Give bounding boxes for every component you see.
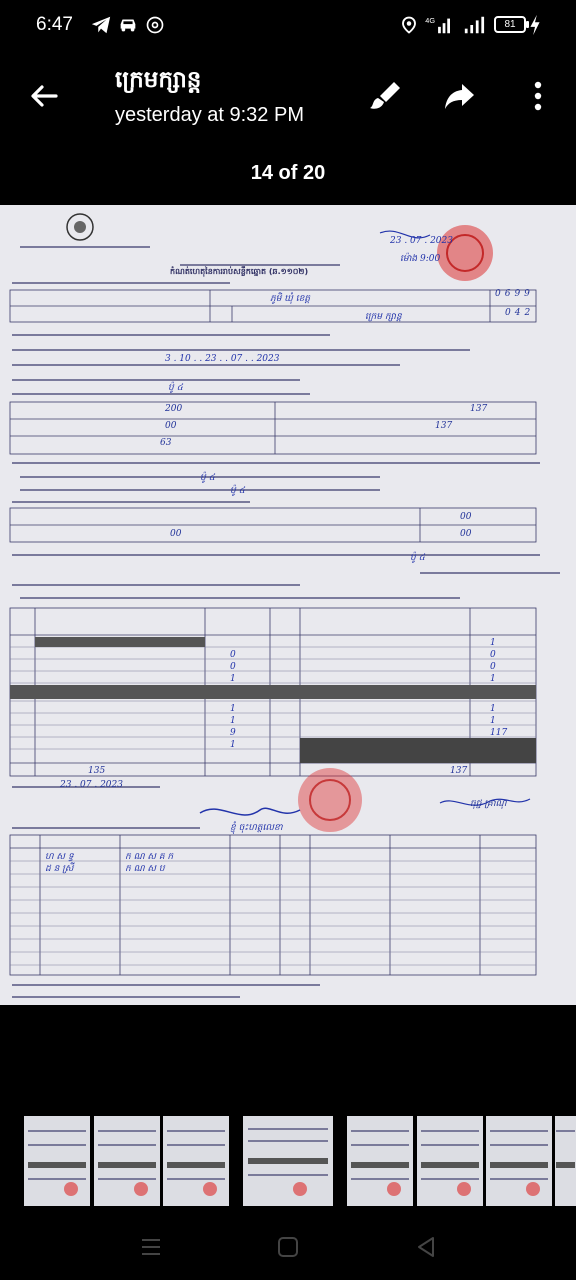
total-ballots: 200: [165, 404, 183, 414]
sig-total: 137: [450, 766, 468, 776]
unused-ballots: 63: [160, 438, 172, 448]
thumbnail[interactable]: [417, 1116, 483, 1206]
svg-text:4G: 4G: [425, 16, 436, 26]
location-icon: [400, 14, 418, 36]
signal-4g-icon: [424, 14, 454, 36]
status-time: 6:47: [36, 14, 73, 35]
svg-text:ប៉ូ ៤: ប៉ូ ៤: [410, 553, 425, 563]
photo-counter: 14 of 20: [250, 162, 326, 184]
svg-text:ក ណ ស ប: ក ណ ស ប: [125, 864, 165, 874]
svg-text:ប៉ូ ៤: ប៉ូ ៤: [168, 383, 183, 393]
svg-text:ម៉ោង 9:00: ម៉ោង 9:00: [400, 254, 441, 264]
thumbnail[interactable]: [555, 1116, 576, 1206]
svg-text:1: 1: [230, 674, 236, 684]
code-b: 042: [505, 308, 535, 318]
svg-text:1: 1: [490, 638, 496, 648]
thumbnail[interactable]: [347, 1116, 413, 1206]
sig-count: 135: [88, 766, 106, 776]
svg-text:ហ ស ទ្ធ: ហ ស ទ្ធ: [45, 852, 74, 862]
photo-timestamp: yesterday at 9:32 PM: [115, 104, 304, 126]
signal-bars-icon: [462, 14, 486, 36]
document-photo[interactable]: [0, 205, 576, 1005]
signer-name: ធុជ្ជ គ្រាណុ: [470, 799, 507, 809]
system-nav-bar: [0, 1218, 576, 1280]
battery-indicator: 81: [494, 16, 526, 33]
thumbnail-selected[interactable]: [243, 1116, 333, 1206]
thumbnail[interactable]: [486, 1116, 552, 1206]
svg-text:117: 117: [490, 728, 508, 738]
svg-text:ប៉ូ ៤: ប៉ូ ៤: [230, 486, 245, 496]
car-icon: [117, 14, 139, 36]
svg-text:9: 9: [230, 728, 236, 738]
copyright-circle-icon: [145, 14, 165, 36]
share-icon[interactable]: [438, 74, 482, 118]
status-bar: [0, 0, 576, 52]
svg-text:0: 0: [230, 662, 236, 672]
thumbnail[interactable]: [94, 1116, 160, 1206]
app-bar: [0, 52, 576, 142]
back-icon[interactable]: [411, 1232, 441, 1262]
svg-text:ក ណ ស គ ក: ក ណ ស គ ក: [125, 852, 174, 862]
svg-text:1: 1: [490, 704, 496, 714]
spoiled-c: 00: [460, 529, 472, 539]
svg-text:0: 0: [490, 650, 496, 660]
back-arrow-icon[interactable]: [22, 74, 66, 118]
recents-icon[interactable]: [136, 1232, 166, 1262]
spoiled-b: 00: [170, 529, 182, 539]
svg-text:23 . 07 . 2023: 23 . 07 . 2023: [390, 236, 453, 246]
spoiled-a: 00: [460, 512, 472, 522]
svg-text:ភូមិ ឃុំ ខេត្ត: ភូមិ ឃុំ ខេត្ត: [270, 294, 310, 304]
telegram-icon: [90, 14, 112, 36]
thumbnail-strip[interactable]: [0, 1116, 576, 1208]
svg-text:0: 0: [490, 662, 496, 672]
svg-text:ក្រេម ក្សាន្ត: ក្រេម ក្សាន្ត: [365, 312, 402, 322]
svg-text:ខ្ញុំ ចុះហត្ថលេខា: ខ្ញុំ ចុះហត្ថលេខា: [230, 823, 283, 833]
svg-text:1: 1: [490, 674, 496, 684]
thumbnail[interactable]: [163, 1116, 229, 1206]
svg-text:ប៉ូ ៤: ប៉ូ ៤: [200, 473, 215, 483]
svg-text:1: 1: [230, 704, 236, 714]
brush-icon[interactable]: [364, 74, 408, 118]
document-date: 23 . 07 . 2023: [60, 780, 123, 790]
charging-bolt-icon: [528, 14, 542, 36]
thumbnail[interactable]: [24, 1116, 90, 1206]
svg-text:0: 0: [230, 650, 236, 660]
svg-text:3 . 10 . . 23 . . 07 . . 2023: 3 . 10 . . 23 . . 07 . . 2023: [165, 354, 280, 364]
votes-a: 137: [470, 404, 488, 414]
spoiled-count: 00: [165, 421, 177, 431]
svg-text:1: 1: [230, 740, 236, 750]
code-a: 0699: [495, 289, 534, 299]
home-icon[interactable]: [273, 1232, 303, 1262]
svg-text:ដ ន ស្រី: ដ ន ស្រី: [45, 864, 74, 874]
more-vert-icon[interactable]: [516, 74, 560, 118]
chat-title: ក្រេមក្សាន្ត: [115, 67, 202, 93]
document-heading: កំណត់ហេតុនៃការរាប់សន្លឹកឆ្នោត (ឆ.១១០២): [170, 267, 309, 276]
svg-text:1: 1: [230, 716, 236, 726]
document-drawing: [0, 205, 576, 1005]
svg-text:1: 1: [490, 716, 496, 726]
votes-b: 137: [435, 421, 453, 431]
